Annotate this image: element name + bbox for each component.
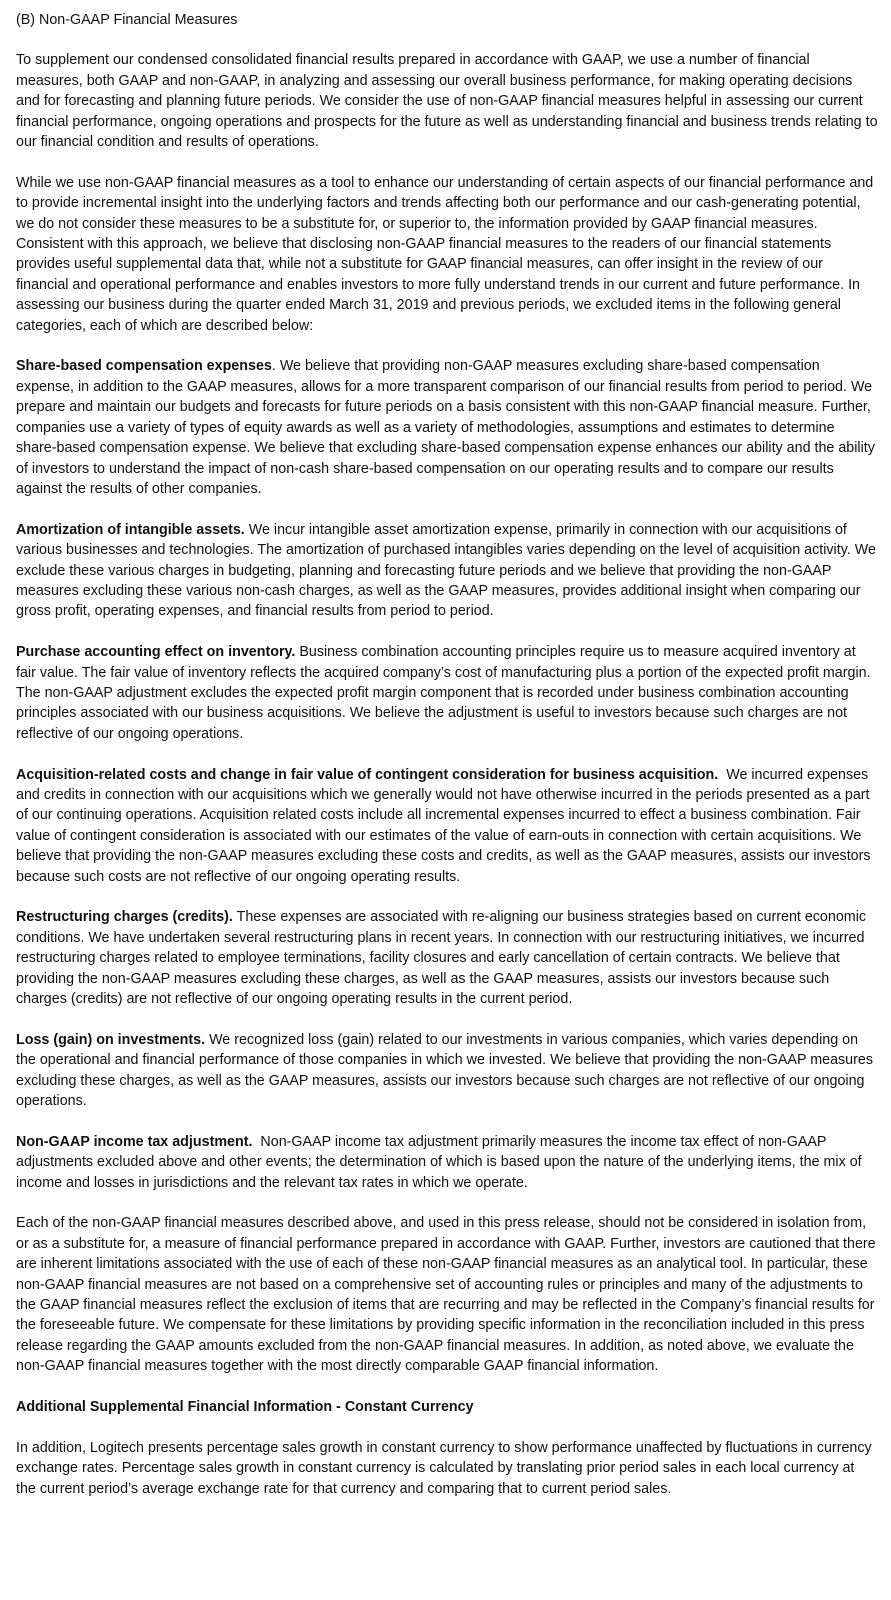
category-text: We incur intangible asset amortization expense, primarily in connection with our acquisitions of various businesses and technologies. The amortization of purchased intangibles varies depending on the level of acquisition activity. We exclude these various charges in budgeting, planning and forecasting future periods and we believe that providing the non-GAAP measures excluding these various non-cash charges, as well as the GAAP measures, provides additional insight when comparing our gross profit, operating expenses, and financial results from period to period. bbox=[16, 521, 876, 620]
category-term: Amortization of intangible assets. bbox=[16, 521, 245, 538]
category-text: We recognized loss (gain) related to our investments in various companies, which varies depending on the operational and financial performance of those companies in which we invested. We believe that providing the non-GAAP measures excluding these charges, as well as the GAAP measures, assists our investors because such charges are not reflective of our ongoing operations. bbox=[16, 1031, 873, 1110]
category-investments bbox=[16, 1030, 878, 1112]
category-text: We incurred expenses and credits in connection with our acquisitions which we generally would not have otherwise incurred in the periods presented as a part of our continuing operations. Acquisition related costs include all incremental expenses incurred to effect a business combination. Fair value of contingent consideration is associated with our estimates of the value of earn-outs in connection with certain acquisitions. We believe that providing the non-GAAP measures excluding these costs and credits, as well as the GAAP measures, assists our investors because such costs are not reflective of our ongoing operating results. bbox=[16, 766, 871, 885]
category-term: Share-based compensation expenses bbox=[16, 358, 272, 375]
section-heading: (B) Non-GAAP Financial Measures bbox=[16, 12, 238, 28]
category-text: These expenses are associated with re-aligning our business strategies based on current economic conditions. We have undertaken several restructuring plans in recent years. In connection with our restructuring initiatives, we incurred restructuring charges related to employee terminations, facility closures and early cancellation of certain contracts. We believe that providing the non-GAAP measures excluding these charges, as well as the GAAP measures, assists our investors because such charges (credits) are not reflective of our ongoing operating results in the current period. bbox=[16, 909, 867, 1007]
category-acquisition-costs bbox=[16, 765, 878, 887]
category-term: Purchase accounting effect on inventory. bbox=[16, 644, 296, 661]
intro-paragraph: To supplement our condensed consolidated financial results prepared in accordance with GAAP, we use a number of financial measures, both GAAP and non-GAAP, in analyzing and assessing our overall business performance, for making operating decisions and for forecasting and planning future periods. We consider the use of non-GAAP financial measures helpful in assessing our current financial performance, ongoing operations and prospects for the future as well as understanding financial and business trends relating to our financial condition and results of operations. bbox=[16, 52, 878, 151]
category-text: We believe that providing non-GAAP measures excluding share-based compensation expense, in addition to the GAAP measures, allows for a more transparent comparison of our financial results from period to period. We prepare and maintain our budgets and forecasts for future periods on a basis consistent with this non-GAAP financial measure. Further, companies use a variety of types of equity awards as well as a variety of methodologies, assumptions and estimates to determine share-based compensation expense. We believe that excluding share-based compensation expense enhances our ability and the ability of investors to understand the impact of non-cash share-based compensation on our operating results and to compare our results against the results of other companies. bbox=[16, 358, 875, 497]
term-separator bbox=[718, 767, 726, 783]
category-purchase-accounting bbox=[16, 642, 878, 744]
category-text: Non-GAAP income tax adjustment primarily measures the income tax effect of non-GAAP adjustments excluded above and other events; the determination of which is based upon the nature of the underlying items, the mix of income and losses in jurisdictions and the relevant tax rates in which we operate. bbox=[16, 1133, 862, 1191]
limitations-paragraph: Each of the non-GAAP financial measures described above, and used in this press release, should not be considered in isolation from, or as a substitute for, a measure of financial performance prepared in accordance with GAAP. Further, investors are cautioned that there are inherent limitations associated with the use of each of these non-GAAP financial measures as an analytical tool. In particular, these non-GAAP financial measures are not based on a comprehensive set of accounting rules or principles and many of the adjustments to the GAAP financial measures reflect the exclusion of items that are recurring and may be reflected in the Company’s financial results for the foreseeable future. We compensate for these limitations by providing specific information in the reconciliation included in this press release regarding the GAAP amounts excluded from the non-GAAP financial measures. In addition, as noted above, we evaluate the non-GAAP financial measures together with the most directly comparable GAAP financial information. bbox=[16, 1215, 876, 1375]
intro-paragraph: While we use non-GAAP financial measures as a tool to enhance our understanding of certain aspects of our financial performance and to provide incremental insight into the underlying factors and trends affecting both our performance and our cash-generating potential, we do not consider these measures to be a substitute for, or superior to, the information provided by GAAP financial measures. Consistent with this approach, we believe that disclosing non-GAAP financial measures to the readers of our financial statements provides useful supplemental data that, while not a substitute for GAAP financial measures, can offer insight in the review of our financial and operational performance and enables investors to more fully understand trends in our current and future performance. In assessing our business during the quarter ended March 31, 2019 and previous periods, we excluded items in the following general categories, each of which are described below: bbox=[16, 174, 874, 334]
document-page bbox=[16, 10, 878, 1519]
category-term: Acquisition-related costs and change in fair value of contingent consideration for business acquisition. bbox=[16, 766, 719, 783]
category-amortization bbox=[16, 520, 878, 622]
category-restructuring bbox=[16, 907, 878, 1009]
category-term: Non-GAAP income tax adjustment. bbox=[16, 1133, 253, 1150]
category-term: Loss (gain) on investments. bbox=[16, 1031, 206, 1048]
category-term: Restructuring charges (credits). bbox=[16, 909, 233, 926]
constant-currency-paragraph: In addition, Logitech presents percentage sales growth in constant currency to show performance unaffected by fluctuations in currency exchange rates. Percentage sales growth in constant currency is calculated by translating prior period sales in each local currency at the current period’s average exchange rate for that currency and comparing that to current period sales. bbox=[16, 1439, 872, 1497]
constant-currency-title: Additional Supplemental Financial Information - Constant Currency bbox=[16, 1399, 474, 1416]
category-text: Business combination accounting principles require us to measure acquired inventory at fair value. The fair value of inventory reflects the acquired company’s cost of manufacturing plus a portion of the expected profit margin. The non-GAAP adjustment excludes the expected profit margin component that is recorded under business combination accounting principles associated with our business acquisitions. We believe the adjustment is useful to investors because such charges are not reflective of our ongoing operations. bbox=[16, 644, 871, 742]
term-separator: . bbox=[271, 358, 280, 375]
category-share-based-compensation bbox=[16, 356, 878, 499]
category-income-tax bbox=[16, 1132, 878, 1193]
